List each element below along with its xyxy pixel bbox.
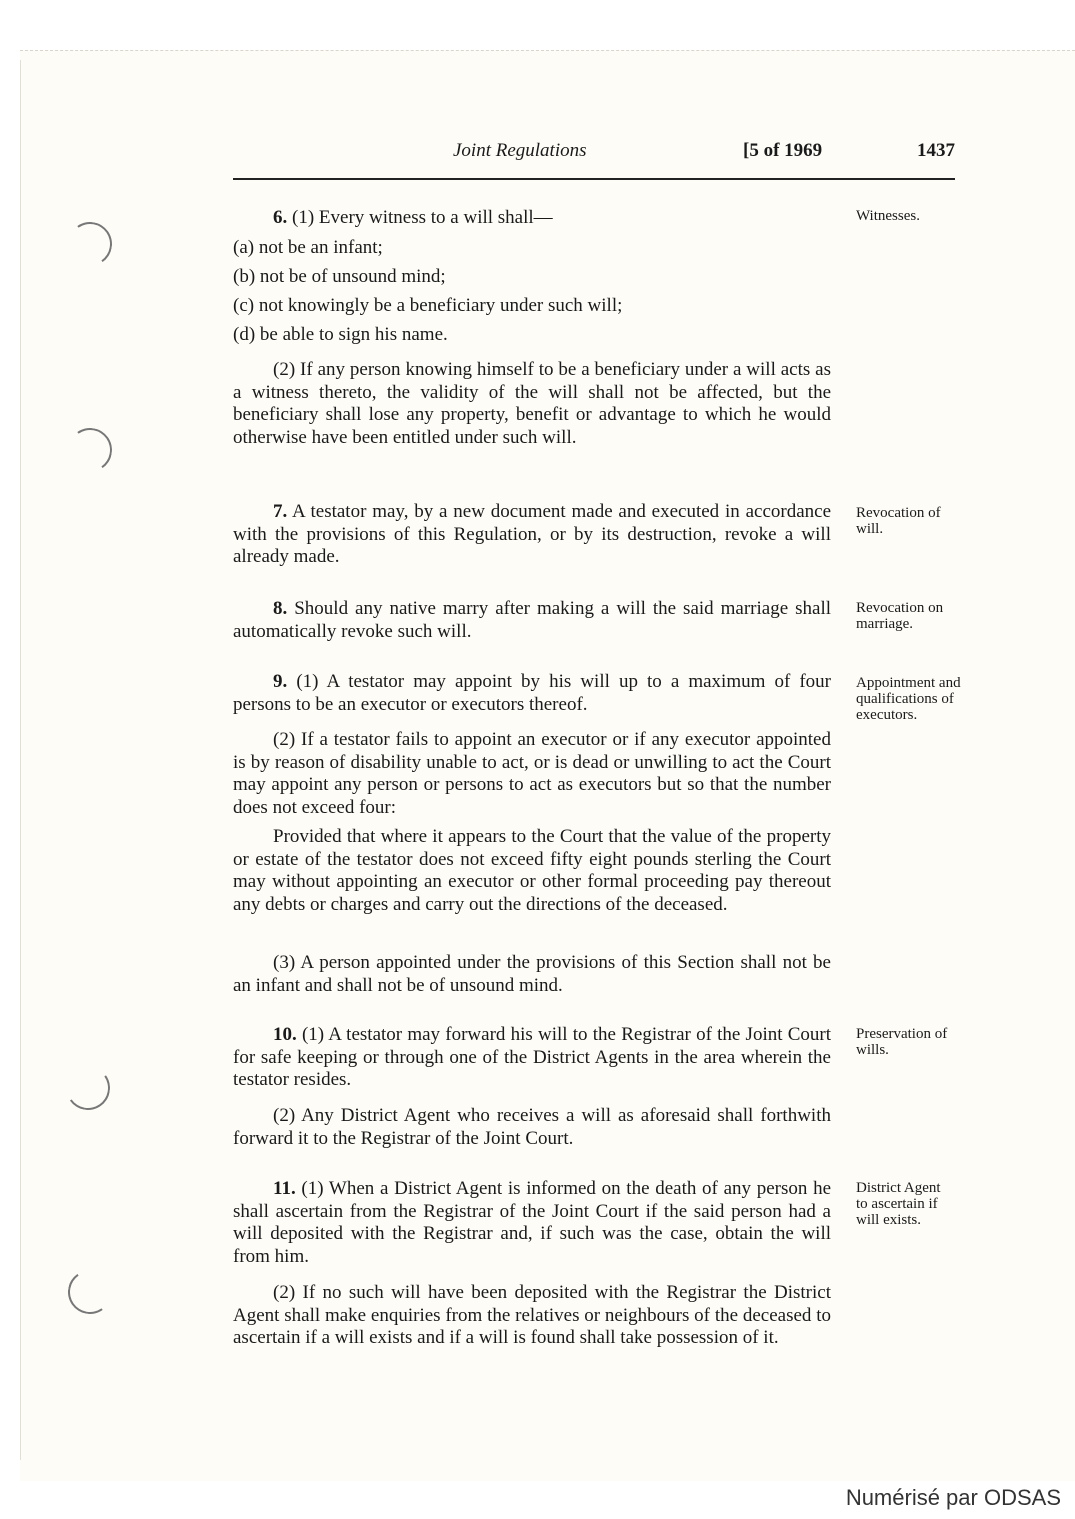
section-11-para-1	[233, 1178, 831, 1268]
margin-note-revocation: Revocation of will.	[856, 505, 941, 537]
header-rule	[233, 178, 955, 180]
page-edge	[20, 60, 21, 1460]
watermark: Numérisé par ODSAS	[845, 1485, 1061, 1510]
section-8	[233, 598, 831, 643]
section-9-para-2: (2) If a testator fails to appoint an executor or if any executor appointed is by reason of disability unable to act, or is dead or unwilling to act the Court may appoint any person or persons to act as executors but so that the number does not exceed four:	[233, 729, 831, 818]
list-item: (c) not knowingly be a beneficiary under such will;	[233, 295, 623, 316]
section-9-proviso: Provided that where it appears to the Court that the value of the property or estate of the testator does not exceed fifty eight pounds sterling the Court may without appointing an executor or other formal proceeding pay thereout any debts or charges and carry out the directions of the deceased.	[233, 826, 831, 915]
margin-note-witnesses: Witnesses.	[856, 208, 920, 224]
section-number: 10.	[273, 1024, 297, 1045]
section-6-intro	[273, 207, 553, 230]
list-item: (b) not be of unsound mind;	[233, 266, 446, 287]
section-7	[233, 501, 831, 569]
section-9-para-3: (3) A person appointed under the provisions of this Section shall not be an infant and shall not be of unsound mind.	[233, 952, 831, 996]
section-number: 11.	[273, 1178, 296, 1199]
section-text: (1) A testator may appoint by his will up to a maximum of four persons to be an executor or executors thereof.	[233, 671, 831, 715]
section-10-para-1	[233, 1024, 831, 1092]
section-text: (1) A testator may forward his will to the Registrar of the Joint Court for safe keeping or through one of the District Agents in the area wherein the testator resides.	[233, 1024, 831, 1090]
section-number: 8.	[273, 598, 288, 619]
section-9-para-1	[233, 671, 831, 716]
section-10-para-2: (2) Any District Agent who receives a will as aforesaid shall forthwith forward it to the Registrar of the Joint Court.	[233, 1105, 831, 1149]
page-header	[233, 140, 955, 168]
section-6-para-2: (2) If any person knowing himself to be a beneficiary under a will acts as a witness thereto, the validity of the will shall not be affected, but the beneficiary shall lose any property, benefit or advantage to which he would otherwise have been entitled under such will.	[233, 359, 831, 448]
section-number: 9.	[273, 671, 288, 692]
margin-note-preservation: Preservation of wills.	[856, 1026, 948, 1058]
margin-note-district-agent: District Agent to ascertain if will exists.	[856, 1180, 941, 1228]
section-text: (1) Every witness to a will shall—	[292, 207, 553, 228]
section-text: (1) When a District Agent is informed on the death of any person he shall ascertain from the Registrar of the Joint Court if the said person had a will deposited with the Registrar and, if such was the case, obtain the will from him.	[233, 1178, 831, 1267]
section-number: 7.	[273, 501, 288, 522]
margin-note-marriage: Revocation on marriage.	[856, 600, 944, 632]
section-text: Should any native marry after making a will the said marriage shall automatically revoke such will.	[233, 598, 831, 642]
section-number: 6.	[273, 207, 288, 228]
running-title: Joint Regulations	[453, 140, 587, 161]
section-11-para-2: (2) If no such will have been deposited with the Registrar the District Agent shall make enquiries from the relatives or neighbours of the deceased to ascertain if a will exists and if a will is found shall take possession of it.	[233, 1282, 831, 1348]
margin-note-executors: Appointment and qualifications of executors.	[856, 675, 961, 723]
act-reference: [5 of 1969	[743, 140, 823, 161]
page-number: 1437	[917, 140, 955, 161]
list-item: (a) not be an infant;	[233, 237, 383, 258]
list-item: (d) be able to sign his name.	[233, 324, 448, 345]
section-text: A testator may, by a new document made and executed in accordance with the provisions of this Regulation, or by its destruction, revoke a will already made.	[233, 501, 831, 567]
